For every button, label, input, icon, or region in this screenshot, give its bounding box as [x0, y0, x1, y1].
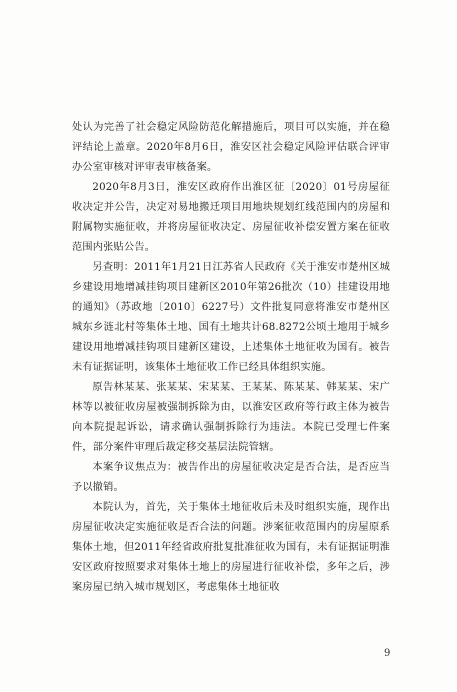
paragraph-2: 2020年8月3日，淮安区政府作出淮区征〔2020〕01号房屋征收决定并公告，决定对易地搬迁项目用地块规划红线范围内的房屋和附属物实施征收，并将房屋征收决定、房屋征收补偿安置方案在征收范围内张贴公告。: [72, 182, 390, 253]
paragraph-6: 本院认为，首先，关于集体土地征收后未及时组织实施，现作出房屋征收决定实施征收是否合法的问题。涉案征收范围内的房屋原系集体土地，但2011年经省政府批复批准征收为国有，未有证据证明淮安区政府按照要求对集体土地上的房屋进行征收补偿，多年之后，涉案房屋已纳入城市规划区，考虑集体土地征收: [72, 502, 390, 593]
paragraph-5: 本案争议焦点为：被告作出的房屋征收决定是否合法，是否应当予以撤销。: [72, 462, 390, 493]
page-number: 9: [384, 648, 391, 659]
paragraph-4: 原告林某某、张某某、宋某某、王某某、陈某某、韩某某、宋广林等以被征收房屋被强制拆除为由，以淮安区政府等行政主体为被告向本院提起诉讼，请求确认强制拆除行为违法。本院已受理七件案件，部分案件审理后裁定移交基层法院管辖。: [72, 382, 390, 453]
paragraph-3: 另查明：2011年1月21日江苏省人民政府《关于淮安市楚州区城乡建设用地增减挂钩项目建新区2010年第26批次（10）挂建设用地的通知》（苏政地〔2010〕6227号）文件批复同意将淮安市楚州区城东乡涟北村等集体土地、国有土地共计68.8272公顷土地用于城乡建设用地增减挂钩项目建新区建设，上述集体土地征收为国有。被告未有证据证明，该集体土地征收工作已经具体组织实施。: [72, 262, 390, 373]
paragraph-1: 处认为完善了社会稳定风险防范化解措施后，项目可以实施，并在稳评结论上盖章。2020年8月6日，淮安区社会稳定风险评估联合评审办公室审核对评审表审核备案。: [72, 122, 390, 173]
document-body: [72, 118, 390, 598]
